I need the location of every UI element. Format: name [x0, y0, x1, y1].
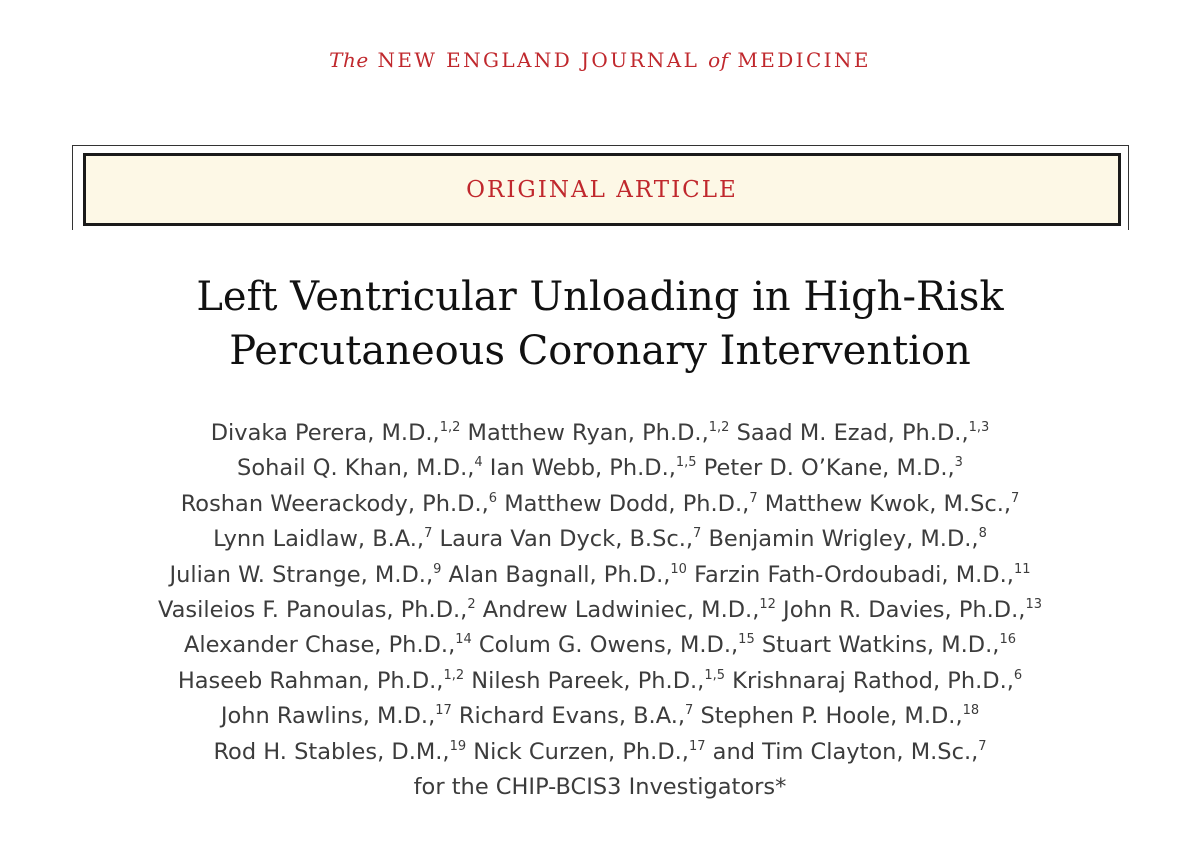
author-line-5: [0, 558, 1200, 593]
author-name: Peter D. O’Kane, M.D.,: [696, 455, 955, 482]
author-name: Sohail Q. Khan, M.D.,: [237, 455, 475, 482]
author-name: Alexander Chase, Ph.D.,: [184, 632, 456, 659]
author-affiliation: 8: [978, 526, 987, 542]
author-affiliation: 1,5: [675, 455, 697, 471]
title-line-2: Percutaneous Coronary Intervention: [229, 328, 971, 374]
author-affiliation: 13: [1025, 597, 1042, 613]
author-name: Haseeb Rahman, Ph.D.,: [177, 667, 444, 694]
author-name: Saad M. Ezad, Ph.D.,: [729, 420, 969, 446]
masthead-of: of: [708, 48, 729, 72]
author-name: Laura Van Dyck, B.Sc.,: [432, 526, 694, 553]
author-affiliation: 10: [670, 561, 687, 577]
author-affiliation: 3: [954, 455, 963, 471]
author-affiliation: 9: [433, 561, 442, 577]
author-name: Roshan Weerackody, Ph.D.,: [180, 490, 489, 517]
author-affiliation: 7: [424, 526, 433, 542]
author-name: Nick Curzen, Ph.D.,: [466, 738, 689, 765]
author-name: Matthew Kwok, M.Sc.,: [757, 490, 1012, 517]
author-affiliation: 1,2: [443, 667, 465, 683]
author-affiliation: 14: [455, 632, 472, 648]
author-list: [0, 416, 1200, 805]
article-title: [0, 270, 1200, 378]
author-line-3: [0, 487, 1200, 522]
author-line-4: [0, 522, 1200, 557]
frame-left-rule: [72, 145, 73, 230]
author-affiliation: 19: [449, 738, 467, 754]
author-name: Ian Webb, Ph.D.,: [482, 455, 676, 482]
author-affiliation: 2: [467, 597, 476, 613]
author-affiliation: 7: [685, 703, 694, 719]
author-line-6: [0, 593, 1200, 628]
author-affiliation: 6: [1013, 667, 1023, 683]
author-affiliation: 15: [738, 632, 755, 648]
author-name: Alan Bagnall, Ph.D.,: [441, 561, 671, 588]
author-affiliation: 11: [1013, 561, 1031, 577]
investigator-group: for the CHIP-BCIS3 Investigators*: [413, 774, 787, 801]
author-line-9: [0, 699, 1200, 734]
author-name: Rod H. Stables, D.M.,: [213, 738, 450, 765]
masthead-medicine: MEDICINE: [737, 48, 871, 72]
author-affiliation: 6: [488, 490, 498, 506]
author-name: Julian W. Strange, M.D.,: [169, 561, 434, 588]
article-type-label: ORIGINAL ARTICLE: [466, 176, 738, 203]
author-affiliation: 7: [978, 738, 987, 754]
author-affiliation: 1,3: [968, 420, 990, 435]
author-line-10: [0, 735, 1200, 770]
author-name: Divaka Perera, M.D.,: [210, 420, 440, 446]
author-line-8: [0, 664, 1200, 699]
author-name: Andrew Ladwiniec, M.D.,: [475, 597, 760, 624]
author-name: Vasileios F. Panoulas, Ph.D.,: [158, 597, 468, 624]
author-affiliation: 12: [759, 597, 776, 613]
author-name: Colum G. Owens, M.D.,: [471, 632, 739, 659]
author-affiliation: 4: [474, 455, 483, 471]
author-line-7: [0, 628, 1200, 663]
author-affiliation: 17: [435, 703, 452, 719]
author-affiliation: 7: [749, 490, 758, 506]
author-line-1: [0, 416, 1200, 451]
journal-masthead: [0, 48, 1200, 72]
author-name: Farzin Fath-Ordoubadi, M.D.,: [686, 561, 1014, 588]
author-name: Benjamin Wrigley, M.D.,: [701, 526, 979, 553]
frame-right-rule: [1128, 145, 1129, 230]
author-affiliation: 16: [999, 632, 1016, 648]
author-name: John Rawlins, M.D.,: [220, 703, 436, 730]
author-affiliation: 1,2: [708, 420, 730, 435]
author-affiliation: 18: [962, 703, 980, 719]
author-name: Stephen P. Hoole, M.D.,: [693, 703, 963, 730]
author-name: John R. Davies, Ph.D.,: [775, 597, 1026, 624]
author-name: Lynn Laidlaw, B.A.,: [213, 526, 425, 553]
author-affiliation: 7: [1011, 490, 1020, 506]
author-affiliation: 1,5: [704, 667, 726, 683]
masthead-name: NEW ENGLAND JOURNAL: [377, 48, 700, 72]
author-name: Matthew Ryan, Ph.D.,: [460, 420, 709, 446]
author-affiliation: 7: [693, 526, 702, 542]
author-name: Richard Evans, B.A.,: [451, 703, 686, 730]
author-name: Stuart Watkins, M.D.,: [754, 632, 1000, 659]
author-name: Krishnaraj Rathod, Ph.D.,: [725, 667, 1014, 694]
title-line-1: Left Ventricular Unloading in High-Risk: [196, 274, 1004, 320]
author-affiliation: 1,2: [439, 420, 461, 435]
author-name: and Tim Clayton, M.Sc.,: [705, 738, 979, 765]
author-line-2: [0, 451, 1200, 486]
author-name: Matthew Dodd, Ph.D.,: [497, 490, 750, 517]
frame-top-rule: [72, 145, 1129, 146]
masthead-the: The: [329, 48, 369, 72]
author-affiliation: 17: [688, 738, 706, 754]
article-type-banner: [83, 153, 1121, 226]
author-name: Nilesh Pareek, Ph.D.,: [464, 667, 705, 694]
